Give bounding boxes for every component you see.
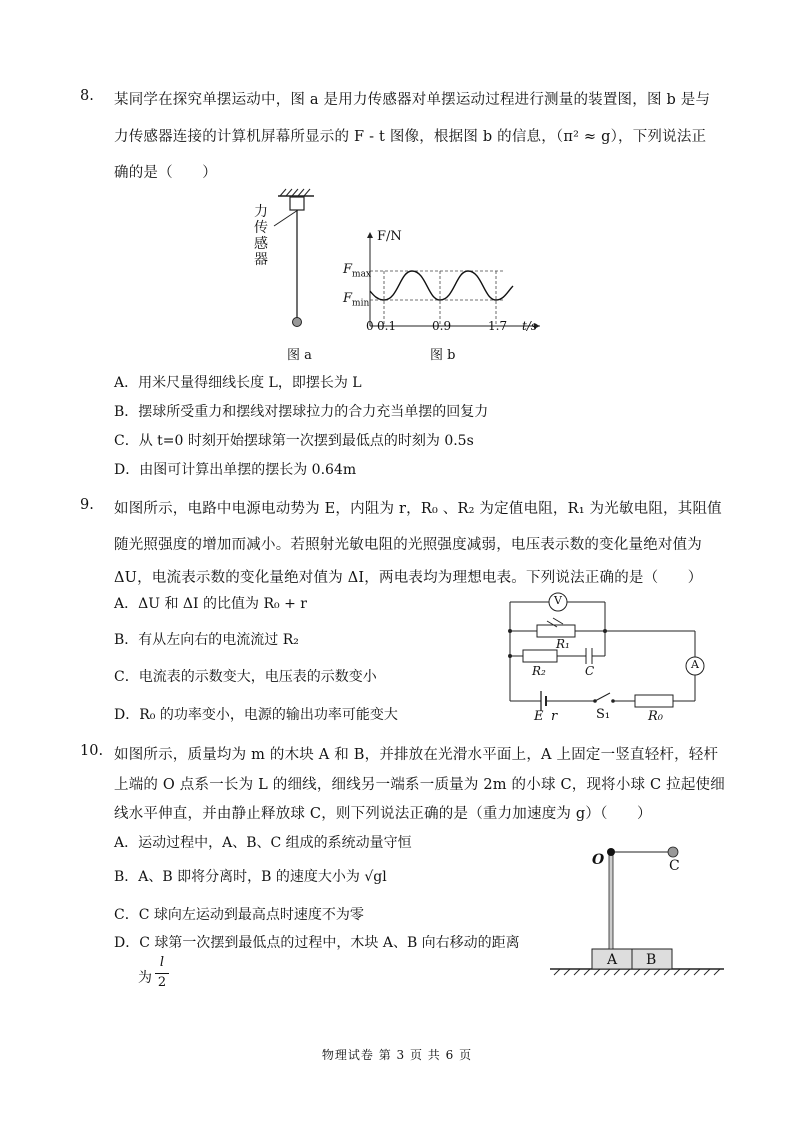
question-9-line-3: ΔU，电流表示数的变化量绝对值为 ΔI，两电表均为理想电表。下列说法正确的是（ ） bbox=[114, 570, 703, 586]
graph-y-axis-label: F/N bbox=[377, 229, 402, 244]
graph-x-axis-label: t/s bbox=[522, 319, 538, 333]
q8-option-a[interactable]: A．用米尺量得细线长度 L，即摆长为 L bbox=[114, 375, 362, 391]
r1-label: R₁ bbox=[556, 637, 570, 651]
q9-option-b[interactable]: B．有从左向右的电流流过 R₂ bbox=[114, 632, 299, 648]
graph-tick-0-9: 0.9 bbox=[432, 319, 452, 333]
q10-option-c[interactable]: C．C 球向左运动到最高点时速度不为零 bbox=[114, 907, 364, 923]
internal-resistance-label: r bbox=[551, 709, 558, 724]
graph-fmin-label: $F_{min}$ bbox=[343, 291, 370, 309]
page-footer: 物理试卷 第 3 页 共 6 页 bbox=[321, 1048, 473, 1062]
fraction-numerator: l bbox=[159, 955, 165, 970]
question-10-number: 10. bbox=[80, 743, 104, 759]
block-b-label: B bbox=[646, 952, 657, 968]
block-a-label: A bbox=[607, 952, 618, 968]
voltmeter-label: V bbox=[554, 594, 562, 607]
fraction-bar bbox=[155, 973, 169, 974]
graph-fmax-label: $F_{max}$ bbox=[343, 262, 372, 280]
q8-option-c[interactable]: C．从 t=0 时刻开始摆球第一次摆到最低点的时刻为 0.5s bbox=[114, 433, 474, 449]
graph-tick-1-7: 1.7 bbox=[488, 319, 508, 333]
r0-label: R₀ bbox=[648, 709, 663, 724]
question-8-line-2: 力传感器连接的计算机屏幕所显示的 F - t 图像，根据图 b 的信息，（π² ≈ g），下列说法正 bbox=[114, 129, 707, 145]
figure-a-caption: 图 a bbox=[287, 348, 312, 363]
emf-label: E bbox=[534, 709, 544, 724]
question-9-number: 9. bbox=[80, 497, 94, 513]
point-o-label: O bbox=[592, 852, 605, 868]
q9-option-a[interactable]: A．ΔU 和 ΔI 的比值为 R₀ + r bbox=[114, 596, 307, 612]
graph-tick-0: 0 bbox=[366, 319, 374, 333]
question-9-line-1: 如图所示，电路中电源电动势为 E，内阻为 r，R₀ 、R₂ 为定值电阻，R₁ 为光敏电阻，其阻值 bbox=[114, 501, 722, 517]
q8-option-d[interactable]: D．由图可计算出单摆的摆长为 0.64m bbox=[114, 462, 357, 478]
figure-b-caption: 图 b bbox=[430, 348, 456, 363]
q9-option-c[interactable]: C．电流表的示数变大，电压表的示数变小 bbox=[114, 669, 377, 685]
ball-c-label: C bbox=[669, 858, 680, 874]
question-10-line-1: 如图所示，质量均为 m 的木块 A 和 B，并排放在光滑水平面上，A 上固定一竖直轻杆，轻杆 bbox=[114, 747, 719, 763]
question-8-number: 8. bbox=[80, 88, 94, 104]
q10-option-a[interactable]: A．运动过程中，A、B、C 组成的系统动量守恒 bbox=[114, 835, 412, 851]
figure-blocks-pendulum bbox=[548, 838, 738, 978]
question-10-line-3: 线水平伸直，并由静止释放球 C，则下列说法正确的是（重力加速度为 g）（ ） bbox=[114, 806, 652, 822]
ammeter-label: A bbox=[691, 658, 699, 671]
sensor-label: 力传感器 bbox=[254, 204, 268, 268]
q10-option-b[interactable]: B．A、B 即将分离时，B 的速度大小为 √gl bbox=[114, 869, 387, 885]
q9-option-d[interactable]: D．R₀ 的功率变小，电源的输出功率可能变大 bbox=[114, 707, 398, 723]
q10-option-d[interactable]: D．C 球第一次摆到最低点的过程中，木块 A、B 向右移动的距离 bbox=[114, 935, 520, 951]
graph-tick-0-1: 0.1 bbox=[377, 319, 397, 333]
question-10-line-2: 上端的 O 点系一长为 L 的细线，细线另一端系一质量为 2m 的小球 C，现将小球 C 拉起使细 bbox=[114, 777, 725, 793]
r2-label: R₂ bbox=[532, 664, 546, 678]
q10-option-d-continuation: 为 bbox=[138, 970, 152, 986]
question-8-line-3: 确的是（ ） bbox=[114, 165, 217, 181]
capacitor-label: C bbox=[585, 664, 595, 678]
question-9-line-2: 随光照强度的增加而减小。若照射光敏电阻的光照强度减弱，电压表示数的变化量绝对值为 bbox=[114, 537, 702, 553]
q8-option-b[interactable]: B．摆球所受重力和摆线对摆球拉力的合力充当单摆的回复力 bbox=[114, 404, 489, 420]
fraction-denominator: 2 bbox=[157, 975, 167, 990]
question-8-line-1: 某同学在探究单摆运动中，图 a 是用力传感器对单摆运动过程进行测量的装置图，图 b 是与 bbox=[114, 92, 711, 108]
switch-label: S₁ bbox=[596, 707, 611, 722]
